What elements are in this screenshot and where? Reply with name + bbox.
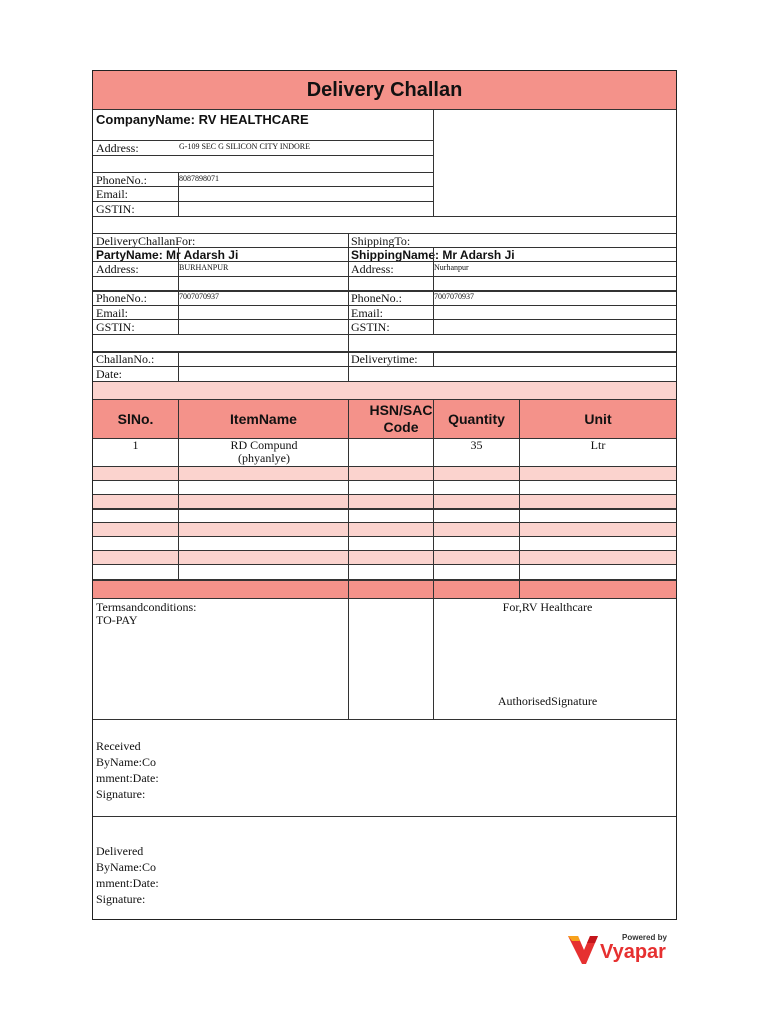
- company-gstin-label: GSTIN:: [96, 202, 135, 216]
- header-hsn-sac: HSN/SAC Code: [369, 402, 433, 435]
- total-band: [93, 581, 676, 598]
- row-quantity: 35: [470, 438, 483, 452]
- received-line-3: mment:Date:: [96, 771, 159, 785]
- brand-name: Vyapar: [600, 941, 666, 963]
- bill-address-label: Address:: [96, 262, 139, 276]
- bill-to-heading: DeliveryChallanFor:: [96, 234, 196, 248]
- company-name: RV HEALTHCARE: [198, 112, 309, 127]
- for-company-text: For,RV Healthcare: [502, 600, 593, 614]
- row-item-name: RD Compund (phyanlye): [230, 438, 298, 465]
- bill-phone: 7007070937: [179, 292, 219, 301]
- empty-row: [93, 551, 676, 564]
- ship-phone: 7007070937: [434, 292, 474, 301]
- challan-no-label: ChallanNo.:: [96, 352, 155, 366]
- company-name-label: CompanyName:: [96, 112, 195, 127]
- row-unit: Ltr: [590, 438, 606, 452]
- ship-address-label: Address:: [351, 262, 394, 276]
- shipping-name-label: ShippingName:: [351, 248, 440, 262]
- header-quantity: Quantity: [448, 410, 505, 427]
- title-bar: [93, 71, 676, 110]
- delivered-line-4: Signature:: [96, 892, 146, 906]
- company-name-line: [96, 113, 309, 126]
- ship-email-label: Email:: [351, 306, 383, 320]
- ship-address: Nurhanpur: [434, 263, 469, 272]
- terms-text: TO-PAY: [96, 613, 138, 627]
- bill-address: BURHANPUR: [179, 263, 229, 272]
- header-item-name: ItemName: [230, 410, 297, 427]
- vyapar-branding: [566, 930, 676, 970]
- bill-email-label: Email:: [96, 306, 128, 320]
- spacer-band: [93, 382, 676, 399]
- company-phone-label: PhoneNo.:: [96, 173, 147, 187]
- received-line-2: ByName:Co: [96, 755, 156, 769]
- empty-row: [93, 523, 676, 536]
- received-line-4: Signature:: [96, 787, 146, 801]
- shipping-name: Mr Adarsh Ji: [442, 248, 515, 262]
- party-name: Mr Adarsh Ji: [166, 248, 239, 262]
- company-phone: 8087898071: [179, 174, 219, 183]
- delivered-line-1: Delivered: [96, 844, 144, 858]
- ship-phone-label: PhoneNo.:: [351, 291, 402, 305]
- empty-row: [93, 467, 676, 480]
- delivered-line-3: mment:Date:: [96, 876, 159, 890]
- bill-gstin-label: GSTIN:: [96, 320, 135, 334]
- vyapar-logo-icon: [566, 932, 600, 966]
- party-name-label: PartyName:: [96, 248, 163, 262]
- header-sl-no: SlNo.: [117, 410, 154, 427]
- authorised-signature-label: AuthorisedSignature: [497, 694, 598, 708]
- delivered-line-2: ByName:Co: [96, 860, 156, 874]
- date-label: Date:: [96, 367, 122, 381]
- empty-row: [93, 495, 676, 508]
- header-unit: Unit: [584, 410, 612, 427]
- ship-gstin-label: GSTIN:: [351, 320, 390, 334]
- delivery-challan-form: [92, 70, 677, 920]
- company-address: G-109 SEC G SILICON CITY INDORE: [179, 142, 311, 151]
- row-sl-no: 1: [132, 438, 139, 452]
- powered-by-text: Powered by: [622, 933, 667, 942]
- terms-label: Termsandconditions:: [96, 600, 197, 614]
- received-line-1: Received: [96, 739, 141, 753]
- company-address-label: Address:: [96, 141, 139, 155]
- ship-to-heading: ShippingTo:: [351, 234, 411, 248]
- delivery-time-label: Deliverytime:: [351, 352, 418, 366]
- company-email-label: Email:: [96, 187, 128, 201]
- bill-phone-label: PhoneNo.:: [96, 291, 147, 305]
- page-title: Delivery Challan: [306, 79, 463, 101]
- item-table-header: [93, 400, 676, 438]
